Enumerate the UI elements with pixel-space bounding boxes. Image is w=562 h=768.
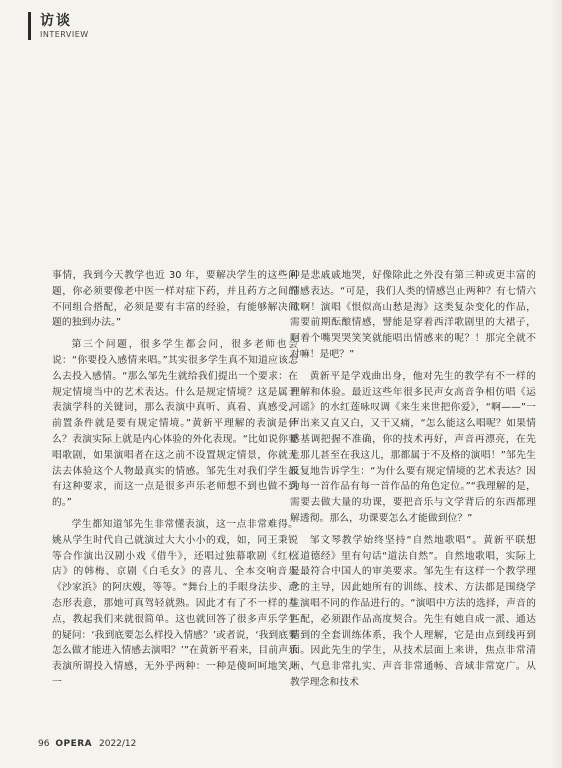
- page-footer: [38, 739, 136, 749]
- section-subtitle: INTERVIEW: [40, 30, 89, 39]
- section-bar: [28, 12, 31, 40]
- page-spine-shadow: [552, 0, 562, 768]
- paragraph: 种是悲戚戚地哭，好像除此之外没有第三种或更丰富的情感表达。“可是，我们人类的情感岂止两种？有七情六欲啊！演唱《恨似高山愁是海》这类复杂变化的作品，需要前期酝酿情感，譬能是穿着西洋歌剧里的大裙子，啊着个嘴哭哭笑笑就能唱出情感来的呢？！那完全就不对嘛！是吧？”: [290, 270, 536, 360]
- page-number: 96: [38, 739, 50, 749]
- right-column: [290, 268, 536, 697]
- paragraph: 第三个问题，很多学生都会问，很多老师也会说：“你要投入感情来唱。”其实很多学生真不知道应该怎么去投入感情。“那么邹先生就给我们提出一个要求：在规定情境当中的艺术表达。什么是规定情境？这是属于表演学科的关键词，那么表演中真听、真看、真感受，前置条件就是要有规定情境。”黄新平理解的表演是什么？表演实际上就是内心体验的外化表现。“比如说你要唱歌剧，如果演唱者在这之前不设置规定情景，你就无法去体验这个人物最真实的情感。邹先生对我们学生都有这种要求，而这一点是很多声乐老师想不到也做不到的。”: [52, 339, 298, 509]
- paragraph: 黄新平是学戏曲出身，他对先生的教学有不一样的理解和体验。最近这些年很多民声女高音争相仿唱《运河谣》的水红莲咏叹调《来生来世把你爱》，“啊——”一声出来又直又白，又干又痛，“怎么能这么唱呢？如果情感基调把握不准确，你的技术再好，声音再漂亮，在先生那儿甚至在我这儿，那都属于不及格的演唱！”邹先生反复地告诉学生：“为什么要有规定情境的艺术表达？因为每一首作品有每一首作品的角色定位。”“我理解的是，需要去做大量的功课，要把音乐与文学背后的东西都理解透彻。那么，功课要怎么才能做到位？”: [290, 370, 536, 524]
- issue-number: 2022/12: [99, 739, 137, 749]
- magazine-name: OPERA: [55, 739, 93, 749]
- section-title: 访谈: [40, 13, 72, 29]
- left-column: [52, 268, 298, 697]
- paragraph: 事情，我到今天教学也近 30 年，要解决学生的这些问题，你必须要像老中医一样对症下药，并且药方之间的不同组合搭配，必须是要有丰富的经验，有能够解决问题的独到办法。”: [52, 270, 298, 329]
- paragraph: 邹文琴教学始终坚持“自然地歌唱”。黄新平联想《道德经》里有句话“道法自然”。自然地歌唱，实际上是最符合中国人的审美要求。邹先生有这样一个教学理念的主导，因此她所有的训练、技术、方法都是围绕学生演唱不同的作品进行的。“演唱中方法的选择，声音的匹配，必须跟作品高度契合。先生有她自成一派、通达精到的全套训练体系，我个人理解，它是由点到线再到面。因此先生的学生，从技术层面上来讲，焦点非常清晰、气息非常扎实、声音非常通畅、音域非常宽广。从教学理念和技术: [290, 534, 536, 688]
- paragraph: 学生都知道邹先生非常懂表演，这一点非常难得。姚从学生时代自己就演过大大小小的戏，如，同王秉锐等合作演出汉剧小戏《借牛》，还唱过独幕歌剧《红松店》的韩梅、京剧《白毛女》的喜儿、全本交响音乐《沙家浜》的阿庆嫂，等等。“舞台上的手眼身法步、声态形表意，那她可真驾轻就熟。因此才有了不一样的基点，教起我们来就很简单。这也就回答了很多声乐学生的疑问：‘我到底要怎么样投入情感？’或者说，‘我到底要怎么做才能进入情感去演唱？’”在黄新平看来，目前声乐表演所谓投入情感，无外乎两种：一种是傻呵呵地笑，一: [52, 518, 298, 688]
